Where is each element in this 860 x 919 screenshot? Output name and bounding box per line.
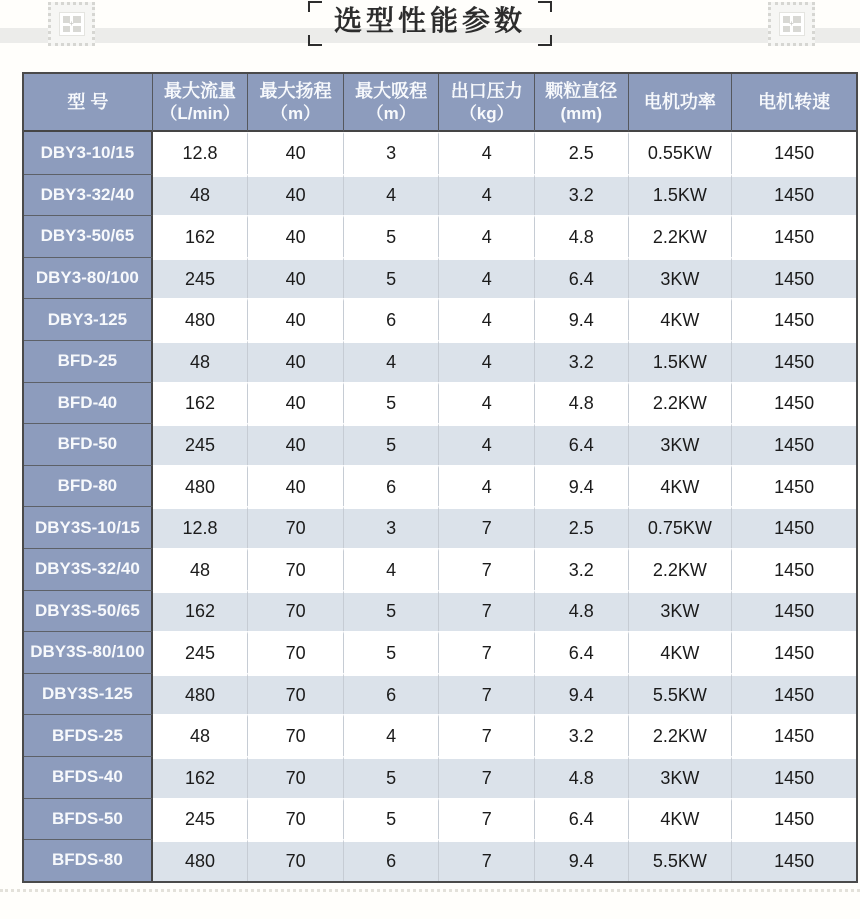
value-cell: 6 bbox=[344, 673, 440, 715]
table-row bbox=[24, 548, 856, 590]
value-cell: 0.75KW bbox=[629, 506, 733, 548]
corner-bracket-icon bbox=[308, 1, 322, 12]
corner-bracket-icon bbox=[538, 1, 552, 12]
value-cell: 5 bbox=[344, 798, 440, 840]
value-cell: 5 bbox=[344, 756, 440, 798]
model-cell: DBY3S-50/65 bbox=[24, 590, 153, 632]
value-cell: 4KW bbox=[629, 798, 733, 840]
model-cell: DBY3S-32/40 bbox=[24, 548, 153, 590]
table-row bbox=[24, 132, 856, 174]
value-cell: 3.2 bbox=[535, 340, 629, 382]
value-cell: 1.5KW bbox=[629, 340, 733, 382]
table-row bbox=[24, 506, 856, 548]
header-motor-power: 电机功率 bbox=[629, 74, 733, 132]
value-cell: 7 bbox=[439, 631, 535, 673]
value-cell: 2.2KW bbox=[629, 548, 733, 590]
value-cell: 480 bbox=[153, 673, 249, 715]
table-header bbox=[24, 74, 856, 132]
value-cell: 4 bbox=[439, 298, 535, 340]
value-cell: 6 bbox=[344, 298, 440, 340]
model-cell: DBY3S-80/100 bbox=[24, 631, 153, 673]
header-max-suction: 最大吸程 （m） bbox=[344, 74, 440, 132]
value-cell: 2.2KW bbox=[629, 382, 733, 424]
table-row bbox=[24, 673, 856, 715]
value-cell: 6.4 bbox=[535, 798, 629, 840]
value-cell: 1.5KW bbox=[629, 174, 733, 216]
value-cell: 3KW bbox=[629, 257, 733, 299]
value-cell: 245 bbox=[153, 423, 249, 465]
value-cell: 3KW bbox=[629, 590, 733, 632]
table-row bbox=[24, 756, 856, 798]
value-cell: 6 bbox=[344, 839, 440, 881]
value-cell: 245 bbox=[153, 257, 249, 299]
value-cell: 1450 bbox=[732, 839, 856, 881]
value-cell: 3.2 bbox=[535, 714, 629, 756]
value-cell: 3KW bbox=[629, 756, 733, 798]
value-cell: 5.5KW bbox=[629, 839, 733, 881]
model-cell: DBY3-50/65 bbox=[24, 215, 153, 257]
model-cell: BFDS-25 bbox=[24, 714, 153, 756]
value-cell: 1450 bbox=[732, 798, 856, 840]
value-cell: 70 bbox=[248, 673, 344, 715]
model-cell: DBY3-32/40 bbox=[24, 174, 153, 216]
value-cell: 1450 bbox=[732, 215, 856, 257]
value-cell: 1450 bbox=[732, 756, 856, 798]
header-outlet-pressure: 出口压力 （kg） bbox=[439, 74, 535, 132]
value-cell: 1450 bbox=[732, 423, 856, 465]
perforated-stamp-icon bbox=[768, 2, 815, 46]
value-cell: 48 bbox=[153, 548, 249, 590]
value-cell: 162 bbox=[153, 756, 249, 798]
value-cell: 40 bbox=[248, 257, 344, 299]
value-cell: 480 bbox=[153, 839, 249, 881]
model-cell: BFDS-40 bbox=[24, 756, 153, 798]
table-row bbox=[24, 382, 856, 424]
value-cell: 48 bbox=[153, 340, 249, 382]
value-cell: 70 bbox=[248, 714, 344, 756]
value-cell: 162 bbox=[153, 215, 249, 257]
value-cell: 2.2KW bbox=[629, 714, 733, 756]
value-cell: 48 bbox=[153, 714, 249, 756]
corner-bracket-icon bbox=[308, 35, 322, 46]
value-cell: 40 bbox=[248, 132, 344, 174]
value-cell: 70 bbox=[248, 756, 344, 798]
title-block bbox=[308, 0, 552, 46]
value-cell: 9.4 bbox=[535, 839, 629, 881]
value-cell: 70 bbox=[248, 548, 344, 590]
value-cell: 9.4 bbox=[535, 465, 629, 507]
stamp-inner-icon bbox=[59, 12, 85, 36]
header-model: 型 号 bbox=[24, 74, 153, 132]
value-cell: 7 bbox=[439, 756, 535, 798]
model-cell: DBY3-10/15 bbox=[24, 132, 153, 174]
value-cell: 40 bbox=[248, 340, 344, 382]
value-cell: 1450 bbox=[732, 506, 856, 548]
value-cell: 12.8 bbox=[153, 506, 249, 548]
value-cell: 1450 bbox=[732, 673, 856, 715]
model-cell: BFDS-80 bbox=[24, 839, 153, 881]
value-cell: 5 bbox=[344, 590, 440, 632]
spec-table bbox=[22, 72, 858, 883]
value-cell: 480 bbox=[153, 298, 249, 340]
value-cell: 4 bbox=[344, 174, 440, 216]
model-cell: BFD-50 bbox=[24, 423, 153, 465]
value-cell: 6.4 bbox=[535, 423, 629, 465]
table-body bbox=[24, 132, 856, 881]
header-particle-diameter: 颗粒直径 (mm) bbox=[535, 74, 629, 132]
value-cell: 3.2 bbox=[535, 548, 629, 590]
value-cell: 1450 bbox=[732, 548, 856, 590]
value-cell: 3 bbox=[344, 506, 440, 548]
value-cell: 6.4 bbox=[535, 631, 629, 673]
value-cell: 4 bbox=[344, 714, 440, 756]
value-cell: 4 bbox=[344, 340, 440, 382]
value-cell: 4 bbox=[439, 382, 535, 424]
value-cell: 7 bbox=[439, 673, 535, 715]
value-cell: 70 bbox=[248, 798, 344, 840]
value-cell: 4.8 bbox=[535, 756, 629, 798]
value-cell: 5 bbox=[344, 631, 440, 673]
value-cell: 4 bbox=[439, 174, 535, 216]
value-cell: 1450 bbox=[732, 132, 856, 174]
value-cell: 0.55KW bbox=[629, 132, 733, 174]
value-cell: 3KW bbox=[629, 423, 733, 465]
value-cell: 4 bbox=[439, 340, 535, 382]
table-row bbox=[24, 174, 856, 216]
value-cell: 1450 bbox=[732, 340, 856, 382]
model-cell: BFDS-50 bbox=[24, 798, 153, 840]
table-row bbox=[24, 798, 856, 840]
value-cell: 4 bbox=[439, 132, 535, 174]
value-cell: 40 bbox=[248, 465, 344, 507]
value-cell: 70 bbox=[248, 839, 344, 881]
model-cell: DBY3S-10/15 bbox=[24, 506, 153, 548]
value-cell: 40 bbox=[248, 382, 344, 424]
value-cell: 7 bbox=[439, 548, 535, 590]
table-row bbox=[24, 714, 856, 756]
header-motor-speed: 电机转速 bbox=[732, 74, 856, 132]
model-cell: DBY3S-125 bbox=[24, 673, 153, 715]
value-cell: 7 bbox=[439, 590, 535, 632]
value-cell: 5 bbox=[344, 423, 440, 465]
value-cell: 4.8 bbox=[535, 215, 629, 257]
table-row bbox=[24, 298, 856, 340]
value-cell: 480 bbox=[153, 465, 249, 507]
model-cell: DBY3-125 bbox=[24, 298, 153, 340]
value-cell: 245 bbox=[153, 798, 249, 840]
table-row bbox=[24, 839, 856, 881]
value-cell: 7 bbox=[439, 714, 535, 756]
value-cell: 5 bbox=[344, 215, 440, 257]
value-cell: 4KW bbox=[629, 298, 733, 340]
table-row bbox=[24, 423, 856, 465]
value-cell: 2.5 bbox=[535, 132, 629, 174]
value-cell: 7 bbox=[439, 839, 535, 881]
value-cell: 162 bbox=[153, 382, 249, 424]
value-cell: 4 bbox=[344, 548, 440, 590]
value-cell: 9.4 bbox=[535, 298, 629, 340]
value-cell: 9.4 bbox=[535, 673, 629, 715]
value-cell: 4 bbox=[439, 423, 535, 465]
header-max-head: 最大扬程 （m） bbox=[248, 74, 344, 132]
value-cell: 4 bbox=[439, 465, 535, 507]
value-cell: 48 bbox=[153, 174, 249, 216]
value-cell: 1450 bbox=[732, 465, 856, 507]
value-cell: 4.8 bbox=[535, 590, 629, 632]
value-cell: 162 bbox=[153, 590, 249, 632]
value-cell: 2.5 bbox=[535, 506, 629, 548]
table-row bbox=[24, 465, 856, 507]
value-cell: 1450 bbox=[732, 590, 856, 632]
value-cell: 7 bbox=[439, 506, 535, 548]
value-cell: 4.8 bbox=[535, 382, 629, 424]
value-cell: 40 bbox=[248, 215, 344, 257]
value-cell: 5.5KW bbox=[629, 673, 733, 715]
bottom-perforation-line bbox=[0, 889, 860, 892]
value-cell: 40 bbox=[248, 174, 344, 216]
page-title: 选型性能参数 bbox=[333, 5, 527, 36]
value-cell: 7 bbox=[439, 798, 535, 840]
model-cell: BFD-40 bbox=[24, 382, 153, 424]
model-cell: BFD-25 bbox=[24, 340, 153, 382]
value-cell: 5 bbox=[344, 257, 440, 299]
model-cell: DBY3-80/100 bbox=[24, 257, 153, 299]
table-row bbox=[24, 631, 856, 673]
value-cell: 1450 bbox=[732, 174, 856, 216]
header-max-flow: 最大流量 （L/min） bbox=[153, 74, 249, 132]
value-cell: 12.8 bbox=[153, 132, 249, 174]
value-cell: 1450 bbox=[732, 631, 856, 673]
value-cell: 70 bbox=[248, 631, 344, 673]
value-cell: 1450 bbox=[732, 714, 856, 756]
corner-bracket-icon bbox=[538, 35, 552, 46]
table-row bbox=[24, 340, 856, 382]
value-cell: 4 bbox=[439, 257, 535, 299]
value-cell: 70 bbox=[248, 506, 344, 548]
value-cell: 70 bbox=[248, 590, 344, 632]
value-cell: 3 bbox=[344, 132, 440, 174]
stamp-inner-icon bbox=[779, 12, 805, 36]
table-row bbox=[24, 215, 856, 257]
value-cell: 1450 bbox=[732, 257, 856, 299]
value-cell: 1450 bbox=[732, 382, 856, 424]
header-row bbox=[24, 74, 856, 132]
value-cell: 4KW bbox=[629, 465, 733, 507]
perforated-stamp-icon bbox=[48, 2, 95, 46]
table-row bbox=[24, 590, 856, 632]
table-row bbox=[24, 257, 856, 299]
value-cell: 2.2KW bbox=[629, 215, 733, 257]
value-cell: 6 bbox=[344, 465, 440, 507]
value-cell: 5 bbox=[344, 382, 440, 424]
value-cell: 1450 bbox=[732, 298, 856, 340]
value-cell: 40 bbox=[248, 423, 344, 465]
value-cell: 4 bbox=[439, 215, 535, 257]
model-cell: BFD-80 bbox=[24, 465, 153, 507]
value-cell: 245 bbox=[153, 631, 249, 673]
value-cell: 3.2 bbox=[535, 174, 629, 216]
value-cell: 4KW bbox=[629, 631, 733, 673]
value-cell: 6.4 bbox=[535, 257, 629, 299]
value-cell: 40 bbox=[248, 298, 344, 340]
